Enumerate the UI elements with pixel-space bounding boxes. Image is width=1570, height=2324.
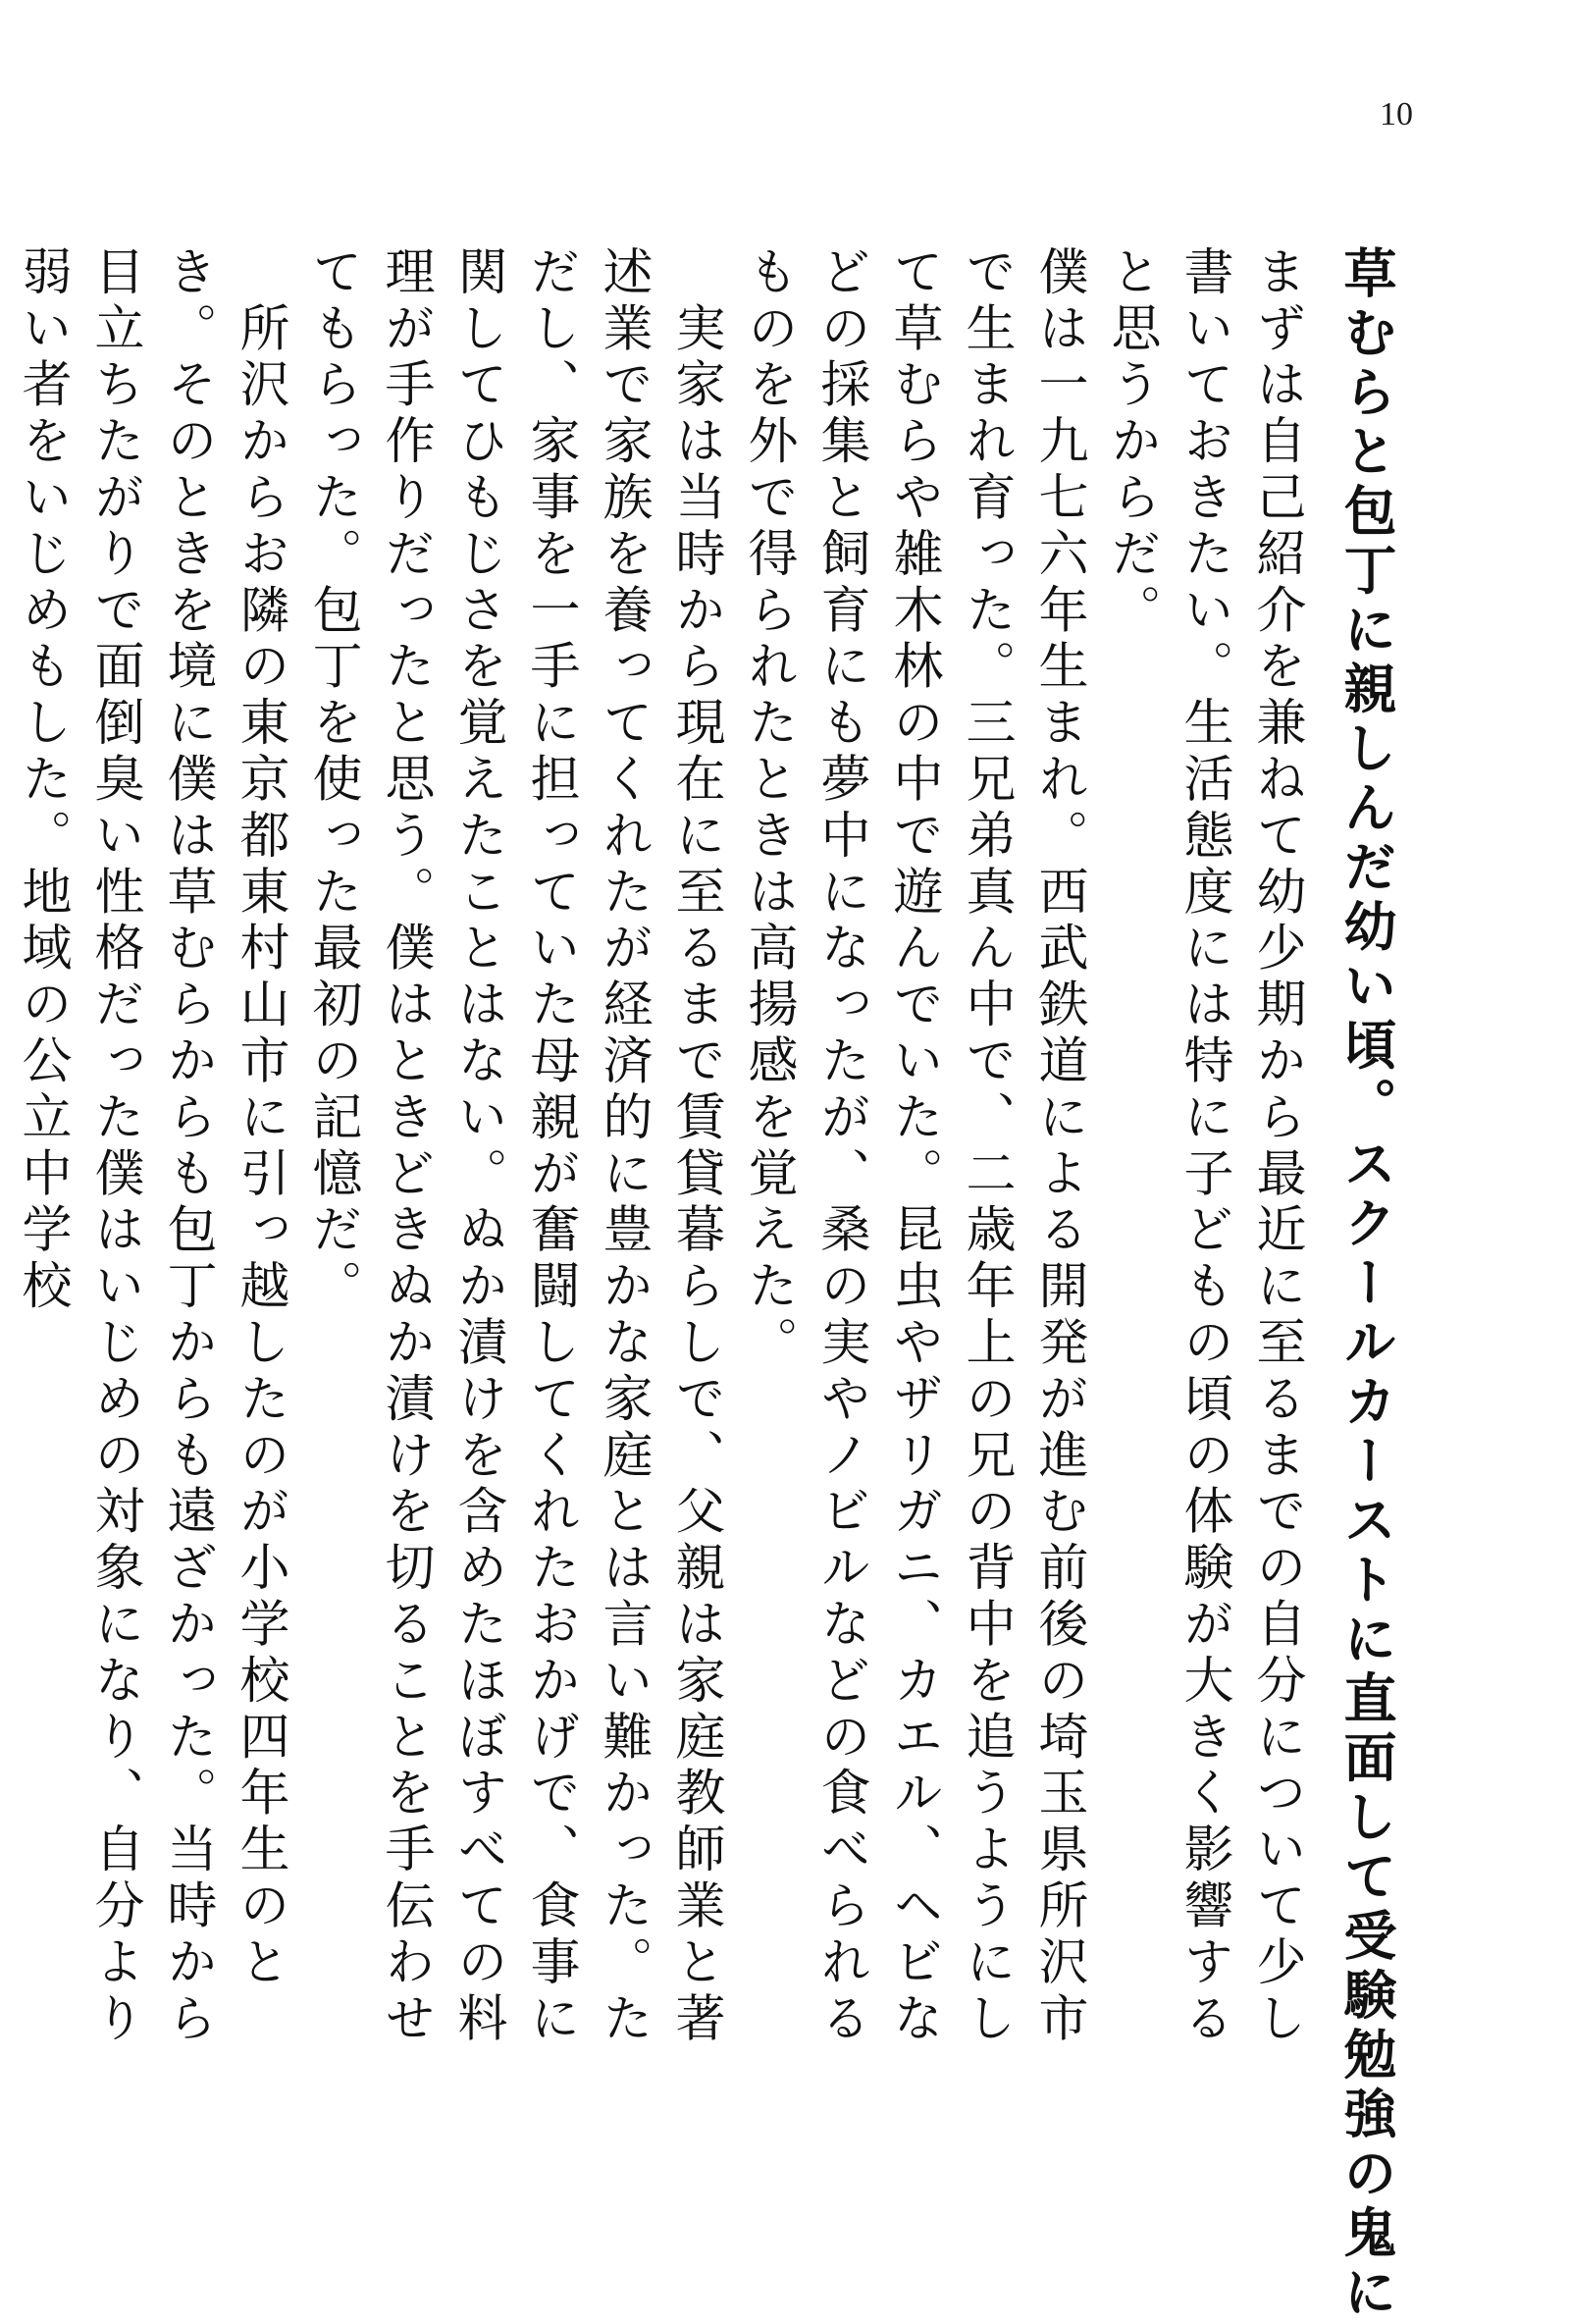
vertical-text-block: [13, 245, 1420, 2324]
page-number: 10: [1380, 96, 1413, 132]
paragraph-1: まずは自己紹介を兼ねて幼少期から最近に至るまでの自分について少し書いておきたい。生活態度には特に子どもの頃の体験が大きく影響すると思うからだ。: [1102, 245, 1305, 2048]
paragraph-3: 実家は当時から現在に至るまで賃貸暮らしで、父親は家庭教師業と著述業で家族を養ってくれたが経済的に豊かな家庭とは言い難かった。ただし、家事を一手に担っていた母親が奮闘してくれたおかげで、食事に関してひもじさを覚えたことはない。ぬか漬けを含めたほぼすべての料理が手作りだったと思う。僕はときどきぬか漬けを切ることを手伝わせてもらった。包丁を使った最初の記憶だ。: [303, 245, 724, 2048]
section-heading: 草むらと包丁に親しんだ幼い頃。スクールカーストに直面して受験勉強の鬼に: [1335, 245, 1397, 2324]
paragraph-2: 僕は一九七六年生まれ。西武鉄道による開発が進む前後の埼玉県所沢市で生まれ育った。三兄弟真ん中で、二歳年上の兄の背中を追うようにして草むらや雑木林の中で遊んでいた。昆虫やザリガニ、カエル、ヘビなどの採集と飼育にも夢中になったが、桑の実やノビルなどの食べられるものを外で得られたときは高揚感を覚えた。: [739, 245, 1087, 2048]
paragraph-4: 所沢からお隣の東京都東村山市に引っ越したのが小学校四年生のとき。そのときを境に僕は草むらからも包丁からも遠ざかった。当時から目立ちたがりで面倒臭い性格だった僕はいじめの対象になり、自分より弱い者をいじめもした。地域の公立中学校: [13, 245, 288, 2048]
